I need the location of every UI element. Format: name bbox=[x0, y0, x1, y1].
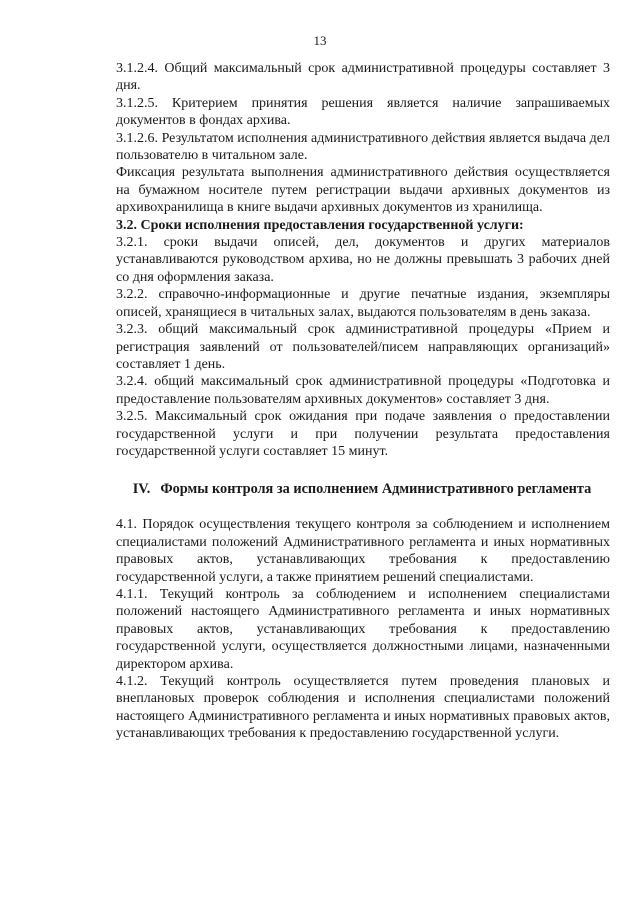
section-title: Формы контроля за исполнением Административного регламента bbox=[160, 481, 592, 498]
paragraph-3-1-2-6: 3.1.2.6. Результатом исполнения административного действия является выдача дел пользователю в читальном зале. bbox=[116, 130, 610, 164]
paragraph-4-1-1: 4.1.1. Текущий контроль за соблюдением и исполнением специалистами положений настоящего Административного регламента и иных нормативных правовых актов, устанавливающих требования к предоставлению государственной услуги, осуществляется должностными лицами, назначенными директором архива. bbox=[116, 586, 610, 672]
paragraph-3-1-2-5: 3.1.2.5. Критерием принятия решения является наличие запрашиваемых документов в фондах архива. bbox=[116, 95, 610, 129]
paragraph-3-2-2: 3.2.2. справочно-информационные и другие печатные издания, экземпляры описей, хранящиеся в читальных залах, выдаются пользователям в день заказа. bbox=[116, 287, 610, 320]
paragraph-3-2-4: 3.2.4. общий максимальный срок административной процедуры «Подготовка и предоставление пользователям архивных документов» составляет 3 дня. bbox=[116, 374, 610, 407]
paragraph-4-1: 4.1. Порядок осуществления текущего контроля за соблюдением и исполнением специалистами положений Административного регламента и иных нормативных правовых актов, устанавливающих требования к предоставлению государственной услуги, а также принятием решений специалистами. bbox=[116, 517, 610, 585]
paragraph-3-2-3: 3.2.3. общий максимальный срок административной процедуры «Прием и регистрация заявлений от пользователей/писем направляющих организаций» составляет 1 день. bbox=[116, 322, 610, 372]
page-number: 13 bbox=[313, 33, 327, 48]
document-body bbox=[116, 60, 610, 743]
paragraph-3-2-5: 3.2.5. Максимальный срок ожидания при подаче заявления о предоставлении государственной услуги и при получении результата предоставления государственной услуги составляет 15 минут. bbox=[116, 409, 610, 459]
subheading-3-2: 3.2. Сроки исполнения предоставления государственной услуги: bbox=[116, 217, 524, 233]
section-heading-iv bbox=[114, 480, 610, 498]
paragraph-3-2-1: 3.2.1. сроки выдачи описей, дел, документов и других материалов устанавливаются руководством архива, но не должны превышать 3 рабочих дней со дня оформления заказа. bbox=[116, 235, 610, 285]
paragraph-4-1-2: 4.1.2. Текущий контроль осуществляется путем проведения плановых и внеплановых проверок соблюдения и исполнения специалистами положений настоящего Административного регламента и иных нормативных правовых актов, устанавливающих требования к предоставлению государственной услуги. bbox=[116, 674, 610, 742]
section-number: IV. bbox=[132, 481, 151, 498]
paragraph-3-1-2-4: 3.1.2.4. Общий максимальный срок административной процедуры составляет 3 дня. bbox=[116, 61, 610, 94]
paragraph-fixation: Фиксация результата выполнения административного действия осуществляется на бумажном носителе путем регистрации выдачи архивных документов из архивохранилища в книге выдачи архивных документов из хранилища. bbox=[116, 165, 610, 216]
